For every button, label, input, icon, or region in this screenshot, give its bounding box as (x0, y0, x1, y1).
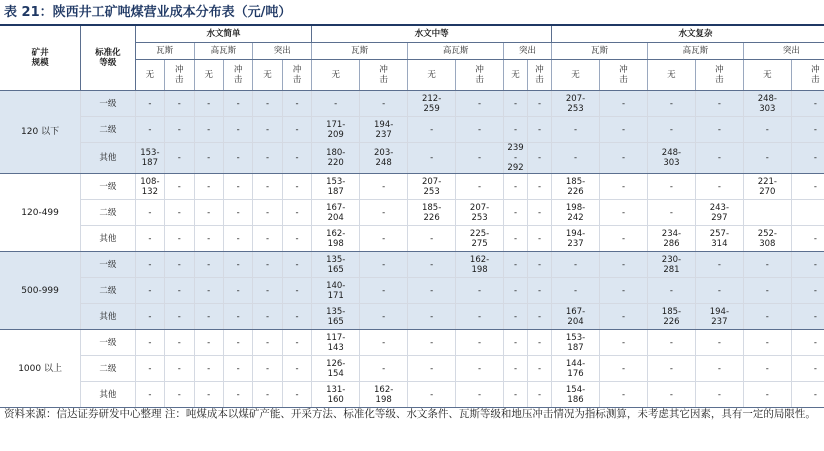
table-cell: - (647, 382, 695, 408)
table-cell: 117- 143 (312, 330, 360, 356)
table-cell: - (647, 200, 695, 226)
gas-group-header: 瓦斯 (552, 43, 648, 60)
table-cell: - (791, 143, 824, 174)
table-cell: 171- 209 (312, 117, 360, 143)
table-cell (743, 200, 791, 226)
table-cell: 185- 226 (647, 304, 695, 330)
table-cell: 167- 204 (552, 304, 600, 330)
row-grade-label: 其他 (81, 226, 136, 252)
table-cell: - (528, 226, 552, 252)
table-row (0, 382, 824, 408)
table-cell: 194- 237 (552, 226, 600, 252)
table-cell: - (600, 278, 648, 304)
table-cell: - (504, 200, 528, 226)
row-grade-label: 一级 (81, 174, 136, 200)
table-cell: 207- 253 (552, 91, 600, 117)
table-cell: 126- 154 (312, 356, 360, 382)
table-cell: - (282, 382, 311, 408)
table-cell: - (552, 117, 600, 143)
table-cell: - (360, 226, 408, 252)
table-cell: - (504, 91, 528, 117)
impact-header: 无 (647, 60, 695, 91)
row-scale-label: 120-499 (0, 174, 81, 252)
table-cell: - (312, 91, 360, 117)
table-cell: - (165, 117, 194, 143)
table-cell: - (600, 174, 648, 200)
table-cell: 225- 275 (456, 226, 504, 252)
table-cell: - (165, 278, 194, 304)
table-cell: - (135, 304, 164, 330)
table-cell: 153- 187 (135, 143, 164, 174)
table-cell: - (647, 356, 695, 382)
table-cell: - (791, 330, 824, 356)
table-cell: - (600, 252, 648, 278)
table-cell: - (791, 91, 824, 117)
table-cell: - (135, 252, 164, 278)
table-cell: - (600, 226, 648, 252)
hydro-group-header: 水文简单 (135, 26, 312, 43)
table-row (0, 278, 824, 304)
table-cell: - (223, 252, 252, 278)
table-cell: - (360, 91, 408, 117)
impact-header: 无 (743, 60, 791, 91)
table-cell: 153- 187 (312, 174, 360, 200)
table-cell: - (253, 226, 282, 252)
table-cell: - (135, 226, 164, 252)
table-cell: - (504, 252, 528, 278)
table-cell: - (165, 174, 194, 200)
table-cell: - (456, 330, 504, 356)
table-cell: - (194, 330, 223, 356)
table-cell: - (194, 200, 223, 226)
row-grade-label: 一级 (81, 91, 136, 117)
impact-header: 无 (312, 60, 360, 91)
table-cell: - (695, 117, 743, 143)
table-cell: - (528, 356, 552, 382)
table-cell: - (135, 91, 164, 117)
table-cell: - (600, 382, 648, 408)
table-cell: - (223, 356, 252, 382)
table-cell: 153- 187 (552, 330, 600, 356)
table-cell: - (528, 278, 552, 304)
gas-group-header: 突出 (253, 43, 312, 60)
table-cell: - (528, 174, 552, 200)
table-cell: - (791, 174, 824, 200)
row-grade-label: 其他 (81, 143, 136, 174)
table-row (0, 330, 824, 356)
table-cell: - (253, 91, 282, 117)
footnote: 资料来源：信达证券研发中心整理 注：吨煤成本以煤矿产能、开采方法、标准化等级、水文条件、瓦斯等级和地压冲击情况为指标测算，未考虑其它因素，具有一定的局限性。 (4, 408, 816, 420)
table-cell: - (223, 200, 252, 226)
table-cell: - (135, 330, 164, 356)
table-cell: - (695, 330, 743, 356)
table-cell: 144- 176 (552, 356, 600, 382)
table-cell: - (647, 174, 695, 200)
table-cell: - (360, 252, 408, 278)
table-cell: 203- 248 (360, 143, 408, 174)
table-cell: - (791, 226, 824, 252)
table-cell: - (408, 143, 456, 174)
table-cell: - (282, 252, 311, 278)
table-cell: 185- 226 (552, 174, 600, 200)
table-cell: - (253, 382, 282, 408)
table-cell: - (194, 304, 223, 330)
table-title: 表 21：陕西井工矿吨煤营业成本分布表（元/吨） (4, 5, 292, 20)
table-cell: - (600, 91, 648, 117)
table-cell: - (223, 91, 252, 117)
table-cell: - (282, 117, 311, 143)
table-row (0, 356, 824, 382)
table-cell: - (528, 143, 552, 174)
table-cell: - (528, 330, 552, 356)
table-cell: - (528, 117, 552, 143)
table-cell: - (194, 356, 223, 382)
table-row (0, 174, 824, 200)
table-cell: 131- 160 (312, 382, 360, 408)
table-cell: - (194, 226, 223, 252)
table-cell: 212- 259 (408, 91, 456, 117)
table-cell: - (408, 382, 456, 408)
row-grade-label: 其他 (81, 382, 136, 408)
gas-group-header: 高瓦斯 (194, 43, 253, 60)
row-scale-label: 1000 以上 (0, 330, 81, 408)
table-cell: - (408, 252, 456, 278)
table-cell: - (165, 91, 194, 117)
table-cell: 207- 253 (456, 200, 504, 226)
table-cell: - (695, 252, 743, 278)
table-cell: - (600, 200, 648, 226)
table-cell: 135- 165 (312, 252, 360, 278)
table-cell: - (791, 252, 824, 278)
impact-header: 无 (135, 60, 164, 91)
table-row (0, 117, 824, 143)
table-cell: - (408, 226, 456, 252)
table-cell: - (743, 117, 791, 143)
impact-header: 冲 击 (165, 60, 194, 91)
table-cell: - (194, 278, 223, 304)
table-cell: 239 - 292 (504, 143, 528, 174)
impact-header: 冲 击 (600, 60, 648, 91)
gas-group-header: 突出 (504, 43, 552, 60)
table-cell: 154- 186 (552, 382, 600, 408)
table-cell: - (504, 304, 528, 330)
table-cell: - (282, 356, 311, 382)
table-cell: - (360, 278, 408, 304)
table-cell: - (552, 252, 600, 278)
table-cell: - (743, 278, 791, 304)
table-cell: - (135, 117, 164, 143)
table-cell: - (600, 330, 648, 356)
table-cell: - (194, 382, 223, 408)
impact-header: 冲 击 (282, 60, 311, 91)
row-grade-label: 一级 (81, 330, 136, 356)
table-cell: - (456, 356, 504, 382)
table-cell: 108- 132 (135, 174, 164, 200)
table-cell: - (743, 252, 791, 278)
table-cell: - (695, 143, 743, 174)
table-cell: - (165, 304, 194, 330)
table-row (0, 200, 824, 226)
table-cell: - (360, 200, 408, 226)
table-cell: - (695, 278, 743, 304)
table-cell: - (504, 226, 528, 252)
table-cell: - (791, 304, 824, 330)
table-cell: - (408, 278, 456, 304)
table-cell: - (282, 143, 311, 174)
table-cell: - (360, 356, 408, 382)
table-cell: - (408, 356, 456, 382)
table-cell: 248- 303 (743, 91, 791, 117)
cost-distribution-table (0, 26, 824, 408)
row-grade-label: 一级 (81, 252, 136, 278)
table-cell: - (253, 143, 282, 174)
table-cell: - (456, 117, 504, 143)
row-scale-label: 500-999 (0, 252, 81, 330)
table-cell: 234- 286 (647, 226, 695, 252)
table-cell: 257- 314 (695, 226, 743, 252)
table-row (0, 91, 824, 117)
impact-header: 冲 击 (360, 60, 408, 91)
table-cell: - (791, 382, 824, 408)
table-row (0, 226, 824, 252)
table-cell: - (600, 356, 648, 382)
table-cell: - (194, 117, 223, 143)
table-cell: - (456, 382, 504, 408)
table-cell: - (253, 200, 282, 226)
table-cell: 230- 281 (647, 252, 695, 278)
table-cell: - (194, 252, 223, 278)
impact-header: 无 (504, 60, 528, 91)
table-cell: - (528, 304, 552, 330)
table-cell: - (504, 117, 528, 143)
gas-group-header: 突出 (743, 43, 824, 60)
table-cell: - (165, 143, 194, 174)
table-cell: - (223, 226, 252, 252)
table-cell: 194- 237 (695, 304, 743, 330)
impact-header: 无 (552, 60, 600, 91)
table-cell: - (165, 200, 194, 226)
hydro-group-header: 水文中等 (312, 26, 552, 43)
table-cell: - (165, 330, 194, 356)
table-cell: 207- 253 (408, 174, 456, 200)
row-grade-label: 二级 (81, 117, 136, 143)
table-cell: - (194, 143, 223, 174)
table-row (0, 143, 824, 174)
table-cell: - (743, 304, 791, 330)
table-cell: - (165, 382, 194, 408)
table-cell: 140- 171 (312, 278, 360, 304)
row-grade-label: 二级 (81, 356, 136, 382)
table-cell: - (647, 91, 695, 117)
table-cell: - (408, 330, 456, 356)
gas-group-header: 瓦斯 (135, 43, 194, 60)
column-header-grade: 标准化 等级 (81, 26, 136, 91)
table-cell: - (695, 91, 743, 117)
table-cell: 252- 308 (743, 226, 791, 252)
table-row (0, 304, 824, 330)
table-cell: - (504, 330, 528, 356)
table-cell: - (223, 117, 252, 143)
table-cell: - (282, 200, 311, 226)
table-cell: - (253, 356, 282, 382)
table-cell: - (528, 382, 552, 408)
table-cell: - (504, 278, 528, 304)
table-cell: 180- 220 (312, 143, 360, 174)
row-grade-label: 其他 (81, 304, 136, 330)
table-cell: - (504, 174, 528, 200)
table-cell: 162- 198 (312, 226, 360, 252)
impact-header: 冲 击 (695, 60, 743, 91)
table-cell: 248- 303 (647, 143, 695, 174)
gas-group-header: 高瓦斯 (647, 43, 743, 60)
table-cell: - (456, 304, 504, 330)
table-cell: - (791, 356, 824, 382)
table-cell: - (282, 278, 311, 304)
table-cell: - (253, 330, 282, 356)
table-cell: - (695, 174, 743, 200)
impact-header: 冲 击 (223, 60, 252, 91)
row-scale-label: 120 以下 (0, 91, 81, 174)
table-cell: 243- 297 (695, 200, 743, 226)
table-cell: - (223, 382, 252, 408)
table-cell: 162- 198 (456, 252, 504, 278)
impact-header: 无 (194, 60, 223, 91)
table-cell: - (456, 143, 504, 174)
row-grade-label: 二级 (81, 278, 136, 304)
table-cell: - (647, 278, 695, 304)
hydro-group-header: 水文复杂 (552, 26, 824, 43)
table-cell: - (223, 304, 252, 330)
table-cell: - (165, 356, 194, 382)
table-cell: - (456, 174, 504, 200)
table-cell: - (647, 117, 695, 143)
table-cell (791, 200, 824, 226)
table-cell: - (552, 278, 600, 304)
table-cell: 135- 165 (312, 304, 360, 330)
table-row (0, 252, 824, 278)
impact-header: 无 (408, 60, 456, 91)
table-cell: - (743, 356, 791, 382)
table-cell: - (135, 382, 164, 408)
table-cell: - (552, 143, 600, 174)
table-cell: - (282, 91, 311, 117)
table-cell: - (223, 330, 252, 356)
table-cell: - (360, 304, 408, 330)
table-cell: - (282, 174, 311, 200)
table-cell: - (528, 91, 552, 117)
table-cell: 194- 237 (360, 117, 408, 143)
table-cell: - (528, 200, 552, 226)
table-cell: - (165, 226, 194, 252)
table-cell: - (253, 252, 282, 278)
table-cell: - (282, 304, 311, 330)
table-cell: - (743, 382, 791, 408)
table-cell: - (165, 252, 194, 278)
table-cell: 221- 270 (743, 174, 791, 200)
table-cell: - (223, 143, 252, 174)
table-cell: - (456, 91, 504, 117)
table-cell: 162- 198 (360, 382, 408, 408)
table-cell: - (253, 278, 282, 304)
table-cell: - (360, 174, 408, 200)
table-cell: - (600, 304, 648, 330)
table-cell: - (695, 356, 743, 382)
table-cell: - (504, 356, 528, 382)
table-cell: - (253, 174, 282, 200)
table-cell: - (504, 382, 528, 408)
column-header-scale: 矿井 规模 (0, 26, 81, 91)
table-cell: - (282, 226, 311, 252)
table-cell: - (223, 174, 252, 200)
table-cell: - (223, 278, 252, 304)
table-cell: - (791, 117, 824, 143)
table-cell: - (456, 278, 504, 304)
table-cell: 198- 242 (552, 200, 600, 226)
table-cell: 185- 226 (408, 200, 456, 226)
table-cell: - (743, 143, 791, 174)
table-cell: - (253, 304, 282, 330)
table-cell: - (695, 382, 743, 408)
table-cell: 167- 204 (312, 200, 360, 226)
impact-header: 冲 击 (528, 60, 552, 91)
table-cell: - (135, 278, 164, 304)
table-cell: - (135, 356, 164, 382)
table-cell: - (600, 117, 648, 143)
impact-header: 无 (253, 60, 282, 91)
row-grade-label: 二级 (81, 200, 136, 226)
impact-header: 冲 击 (791, 60, 824, 91)
table-cell: - (528, 252, 552, 278)
table-cell: - (194, 91, 223, 117)
table-cell: - (194, 174, 223, 200)
gas-group-header: 瓦斯 (312, 43, 408, 60)
table-cell: - (743, 330, 791, 356)
table-cell: - (600, 143, 648, 174)
table-cell: - (135, 200, 164, 226)
table-cell: - (282, 330, 311, 356)
gas-group-header: 高瓦斯 (408, 43, 504, 60)
table-cell: - (253, 117, 282, 143)
table-cell: - (408, 117, 456, 143)
table-cell: - (647, 330, 695, 356)
table-cell: - (791, 278, 824, 304)
table-cell: - (360, 330, 408, 356)
impact-header: 冲 击 (456, 60, 504, 91)
table-cell: - (408, 304, 456, 330)
